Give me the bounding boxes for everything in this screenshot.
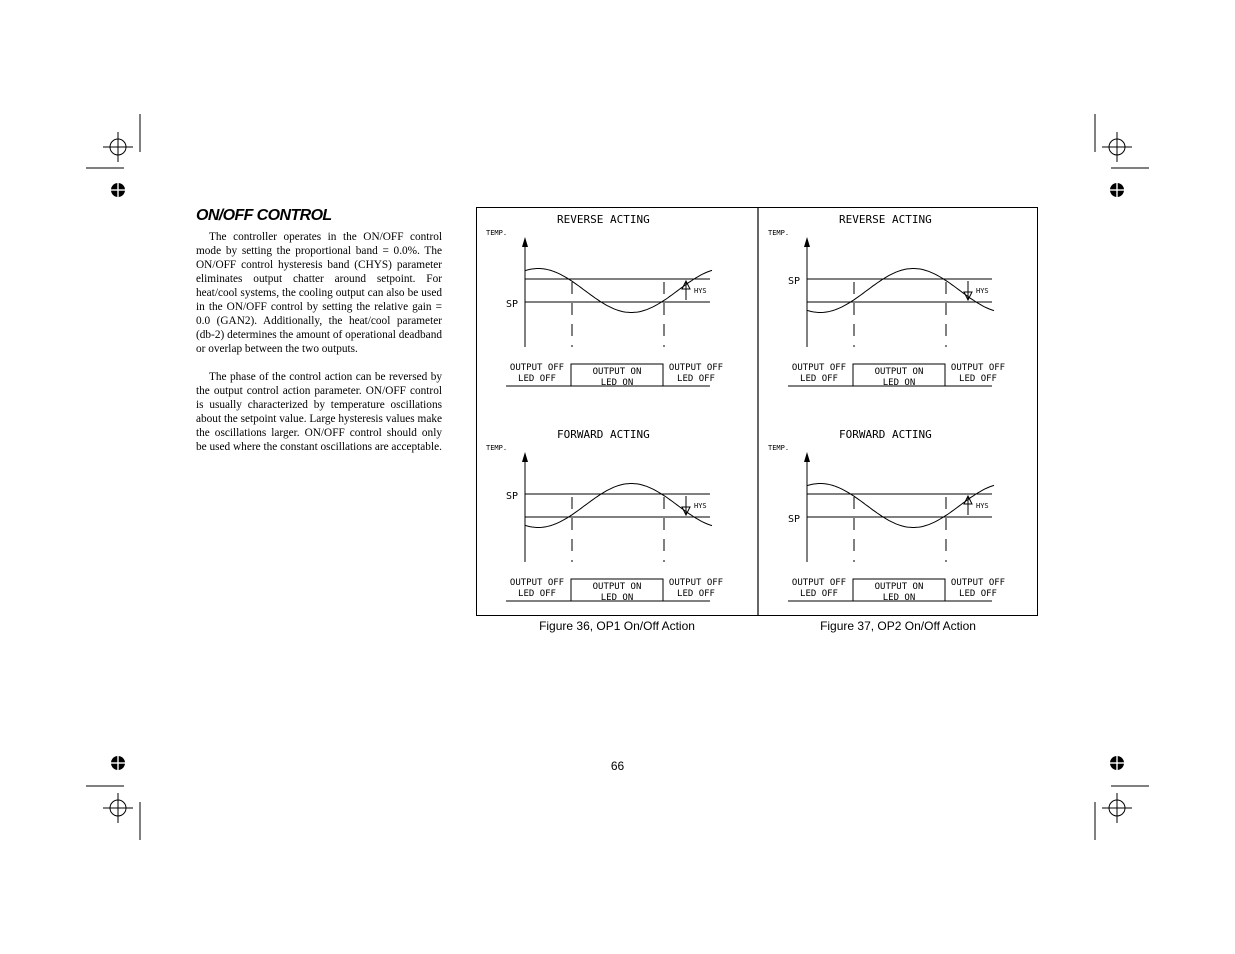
- registration-mark-icon: [1102, 132, 1132, 162]
- setpoint-label: SP: [788, 276, 801, 287]
- registration-dot-icon: [111, 183, 125, 197]
- registration-dot-icon: [1110, 183, 1124, 197]
- output-off-label: OUTPUT OFF: [791, 363, 847, 373]
- output-on-label: OUTPUT ON: [874, 367, 924, 377]
- diagram-op2-reverse: [768, 213, 1005, 388]
- axis-label-temp: TEMP.: [768, 229, 790, 237]
- output-off-label: OUTPUT OFF: [950, 363, 1006, 373]
- led-on-label: LED ON: [882, 593, 916, 603]
- axis-arrow-icon: [522, 452, 528, 462]
- output-off-label: OUTPUT OFF: [791, 578, 847, 588]
- registration-mark-icon: [1102, 793, 1132, 823]
- figure-caption-36: Figure 36, OP1 On/Off Action: [539, 619, 695, 633]
- setpoint-label: SP: [788, 514, 801, 525]
- temperature-curve: [525, 269, 712, 313]
- output-off-label: OUTPUT OFF: [509, 578, 565, 588]
- diagram-title: REVERSE ACTING: [557, 213, 650, 226]
- temperature-curve: [807, 484, 994, 528]
- led-off-label: LED OFF: [959, 374, 997, 384]
- section-title: ON/OFF CONTROL: [196, 207, 332, 224]
- hys-label: HYS: [976, 287, 989, 295]
- axis-arrow-icon: [522, 237, 528, 247]
- body-paragraph: The phase of the control action can be reversed by the output control action parameter. ON/OFF control is usually characterized by temperature oscillations about the setpoint value. Large hysteresis values make the oscillations larger. ON/OFF control should only be used where the constant oscillations are acceptable.: [196, 371, 442, 453]
- output-off-label: OUTPUT OFF: [950, 578, 1006, 588]
- hys-label: HYS: [694, 287, 707, 295]
- led-off-label: LED OFF: [677, 589, 715, 599]
- output-off-label: OUTPUT OFF: [668, 578, 724, 588]
- temperature-curve: [807, 269, 994, 313]
- led-on-label: LED ON: [600, 378, 634, 388]
- figure-caption-37: Figure 37, OP2 On/Off Action: [820, 619, 976, 633]
- output-off-label: OUTPUT OFF: [668, 363, 724, 373]
- led-on-label: LED ON: [600, 593, 634, 603]
- diagram-title: FORWARD ACTING: [557, 428, 650, 441]
- axis-arrow-icon: [804, 237, 810, 247]
- led-off-label: LED OFF: [959, 589, 997, 599]
- hys-label: HYS: [976, 502, 989, 510]
- diagram-op1-forward: [486, 428, 723, 603]
- led-off-label: LED OFF: [518, 374, 556, 384]
- axis-arrow-icon: [804, 452, 810, 462]
- axis-label-temp: TEMP.: [768, 444, 790, 452]
- registration-mark-icon: [103, 793, 133, 823]
- figure-box: [476, 207, 1038, 616]
- output-on-label: OUTPUT ON: [874, 582, 924, 592]
- output-off-label: OUTPUT OFF: [509, 363, 565, 373]
- setpoint-label: SP: [506, 299, 519, 310]
- temperature-curve: [525, 484, 712, 528]
- page-number: 66: [610, 759, 625, 773]
- led-off-label: LED OFF: [518, 589, 556, 599]
- output-on-label: OUTPUT ON: [592, 367, 642, 377]
- led-off-label: LED OFF: [677, 374, 715, 384]
- registration-mark-icon: [103, 132, 133, 162]
- body-paragraph: The controller operates in the ON/OFF control mode by setting the proportional band = 0.0%. The ON/OFF control hysteresis band (CHYS) parameter eliminates output chatter around setpoint. For heat/cool systems, the cooling output can also be used in the ON/OFF control by setting the relative gain = 0.0 (GAN2). Additionally, the heat/cool parameter (db-2) determines the amount of operational deadband or overlap between the two outputs.: [196, 231, 442, 355]
- diagram-op1-reverse: [486, 213, 723, 388]
- led-off-label: LED OFF: [800, 589, 838, 599]
- diagram-op2-forward: [768, 428, 1005, 603]
- axis-label-temp: TEMP.: [486, 444, 508, 452]
- hys-label: HYS: [694, 502, 707, 510]
- axis-label-temp: TEMP.: [486, 229, 508, 237]
- led-off-label: LED OFF: [800, 374, 838, 384]
- diagram-title: FORWARD ACTING: [839, 428, 932, 441]
- diagram-title: REVERSE ACTING: [839, 213, 932, 226]
- setpoint-label: SP: [506, 491, 519, 502]
- led-on-label: LED ON: [882, 378, 916, 388]
- output-on-label: OUTPUT ON: [592, 582, 642, 592]
